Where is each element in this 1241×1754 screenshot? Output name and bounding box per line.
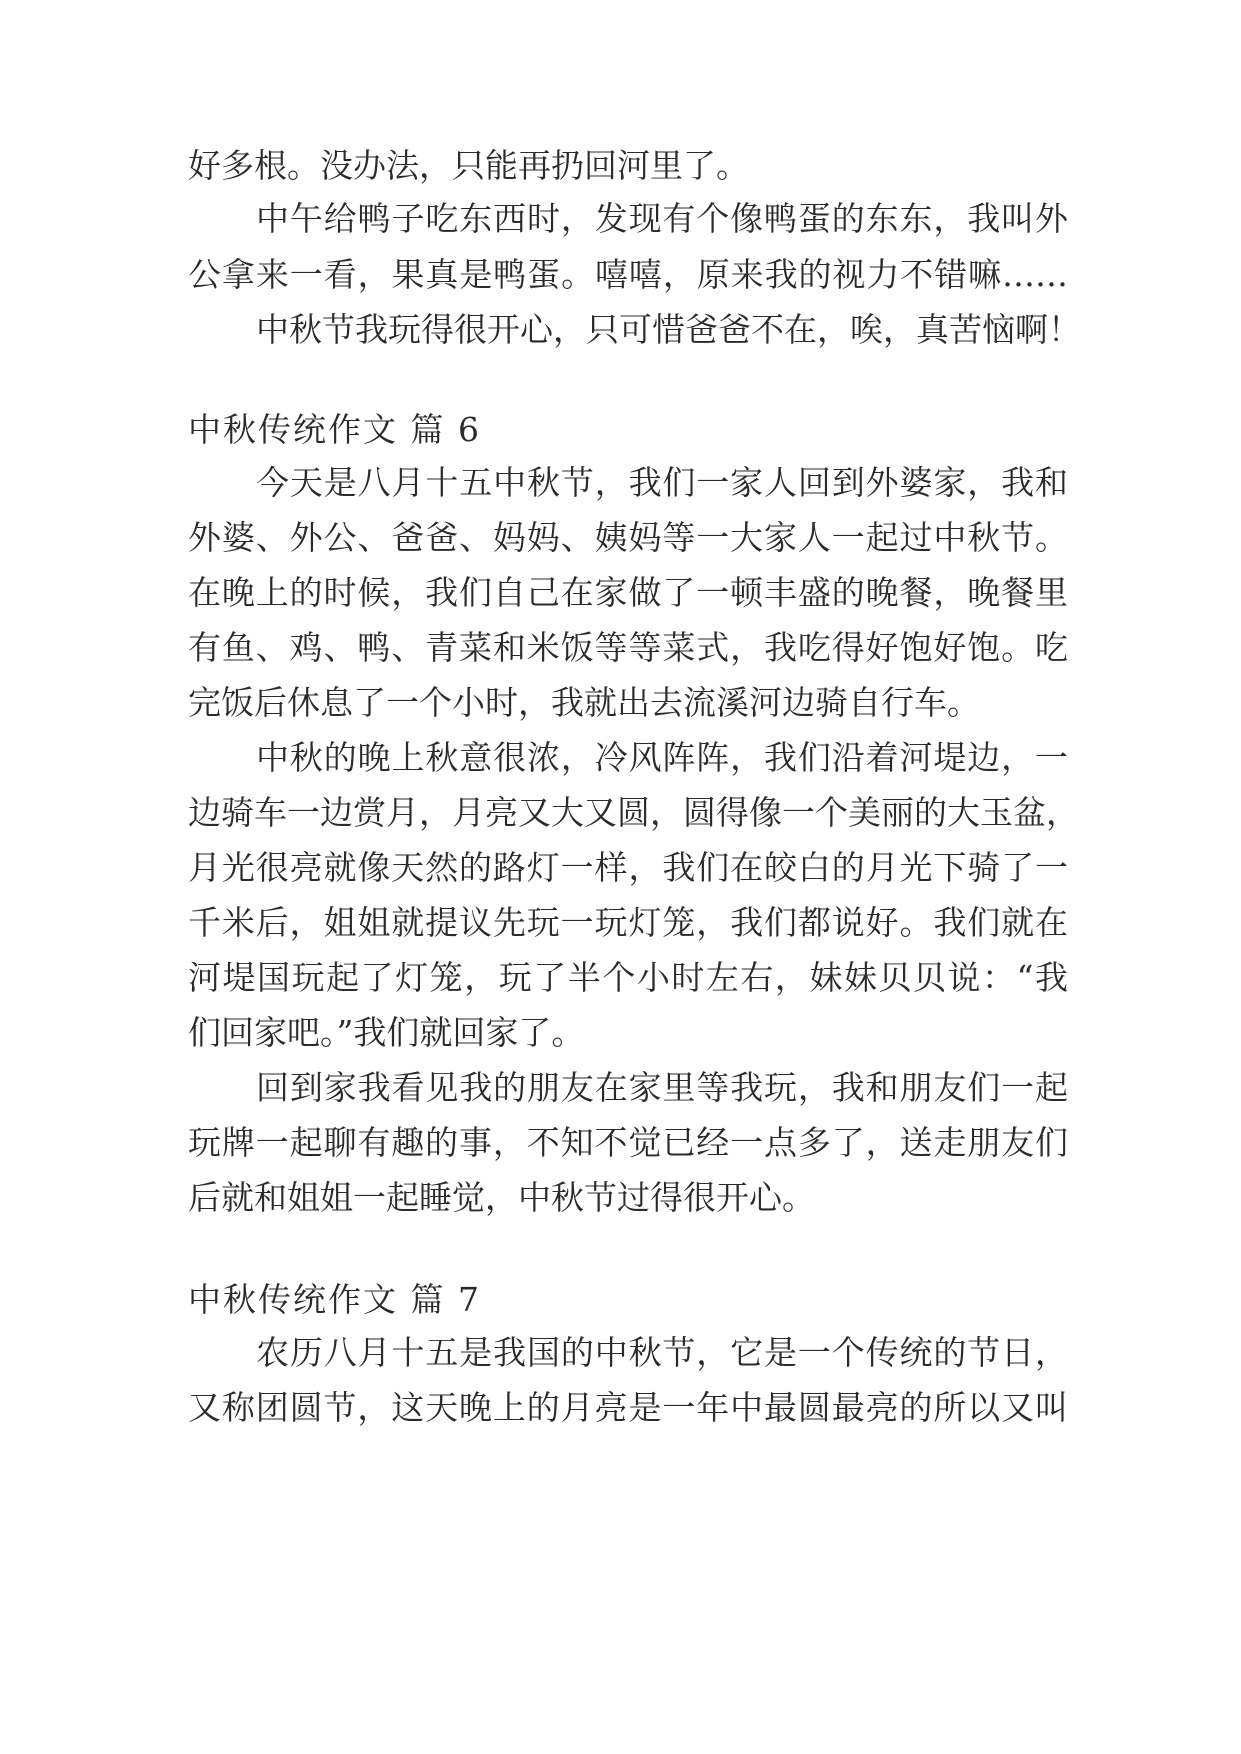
paragraph-line: 外婆、外公、爸爸、妈妈、姨妈等一大家人一起过中秋节。 — [188, 518, 1068, 557]
paragraph-line: 们回家吧。”我们就回家了。 — [188, 1013, 585, 1052]
paragraph-line: 河堤国玩起了灯笼，玩了半个小时左右，妹妹贝贝说：“我 — [188, 958, 1068, 997]
paragraph-line: 完饭后休息了一个小时，我就出去流溪河边骑自行车。 — [188, 683, 980, 722]
paragraph-line: 好多根。没办法，只能再扔回河里了。 — [188, 146, 749, 185]
paragraph-line: 后就和姐姐一起睡觉，中秋节过得很开心。 — [188, 1178, 815, 1217]
paragraph-line: 公拿来一看，果真是鸭蛋。嘻嘻，原来我的视力不错嘛…… — [188, 255, 1068, 294]
paragraph-line: 农历八月十五是我国的中秋节，它是一个传统的节日， — [256, 1333, 1068, 1372]
paragraph-line: 千米后，姐姐就提议先玩一玩灯笼，我们都说好。我们就在 — [188, 903, 1068, 942]
paragraph-line: 在晚上的时候，我们自己在家做了一顿丰盛的晚餐，晚餐里 — [188, 573, 1068, 612]
paragraph-line: 月光很亮就像天然的路灯一样，我们在皎白的月光下骑了一 — [188, 848, 1068, 887]
paragraph-line: 中秋的晚上秋意很浓，冷风阵阵，我们沿着河堤边，一 — [256, 738, 1068, 777]
paragraph-line: 玩牌一起聊有趣的事，不知不觉已经一点多了，送走朋友们 — [188, 1123, 1068, 1162]
paragraph-line: 边骑车一边赏月，月亮又大又圆，圆得像一个美丽的大玉盆， — [188, 793, 1079, 832]
paragraph-line: 中秋节我玩得很开心，只可惜爸爸不在，唉，真苦恼啊！ — [256, 310, 1081, 349]
section-heading: 中秋传统作文 篇 6 — [188, 410, 481, 449]
paragraph-line: 有鱼、鸡、鸭、青菜和米饭等等菜式，我吃得好饱好饱。吃 — [188, 628, 1068, 667]
paragraph-line: 回到家我看见我的朋友在家里等我玩，我和朋友们一起 — [256, 1068, 1068, 1107]
paragraph-line: 又称团圆节，这天晚上的月亮是一年中最圆最亮的所以又叫 — [188, 1388, 1068, 1427]
paragraph-line: 中午给鸭子吃东西时，发现有个像鸭蛋的东东，我叫外 — [256, 199, 1068, 238]
section-heading: 中秋传统作文 篇 7 — [188, 1280, 481, 1319]
paragraph-line: 今天是八月十五中秋节，我们一家人回到外婆家，我和 — [256, 463, 1068, 502]
